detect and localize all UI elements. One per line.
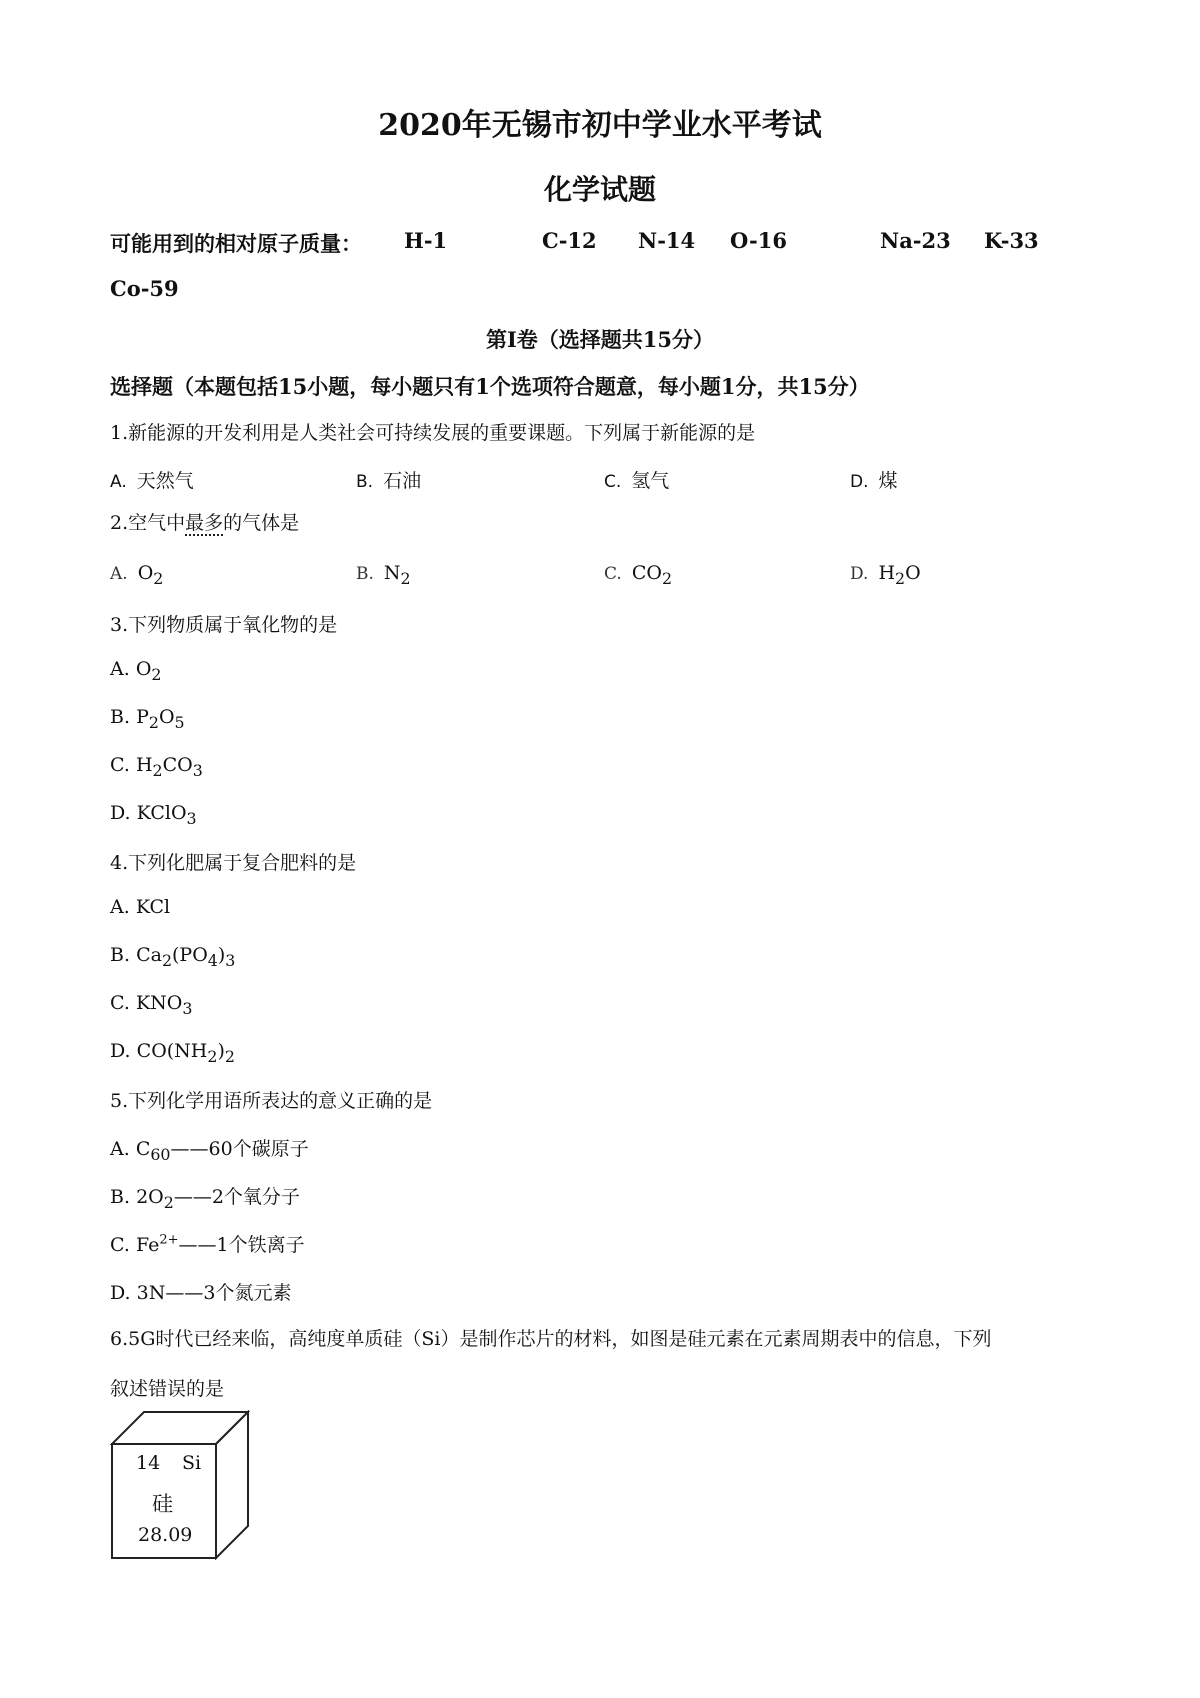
q4-option-a[interactable]: A. KCl	[110, 896, 171, 918]
question-5-stem: 5.下列化学用语所表达的意义正确的是	[110, 1090, 433, 1112]
exam-title: 2020年无锡市初中学业水平考试	[378, 108, 822, 143]
q5-option-c[interactable]: C. $Fe^{2+}——1$个铁离子	[110, 1232, 305, 1256]
atomic-mass-c: C-12	[542, 228, 597, 253]
section-title: 第Ⅰ卷（选择题共15分）	[485, 327, 715, 352]
q4-option-b[interactable]: B. $Ca_2(PO_4)_3$	[110, 944, 236, 970]
exam-subject: 化学试题	[543, 173, 656, 206]
question-6-stem-line2: 叙述错误的是	[110, 1378, 225, 1400]
q4-option-d[interactable]: D. $CO(NH_2)_2$	[110, 1040, 235, 1066]
atomic-mass-o: O-16	[730, 228, 788, 253]
atomic-mass-line	[110, 228, 1070, 258]
question-2-stem: 2.空气中最多的气体是	[110, 512, 300, 534]
element-name: 硅	[152, 1492, 173, 1516]
emphasis-dots: 最多	[185, 512, 224, 534]
q3-option-d[interactable]: D. KClO$_3$	[110, 802, 197, 828]
q2-option-b[interactable]: B. $N_2$	[356, 562, 411, 588]
atomic-mass-k: K-33	[984, 228, 1039, 253]
q1-option-a[interactable]: A. 天然气	[110, 470, 194, 492]
q5-option-b[interactable]: B. $2O_2——2$个氧分子	[110, 1186, 300, 1212]
q3-option-c[interactable]: C. $H_2CO_3$	[110, 754, 203, 780]
atomic-mass-na: Na-23	[880, 228, 951, 253]
atomic-mass-co: Co-59	[110, 276, 179, 301]
question-6-stem-line1: 6.5G时代已经来临，高纯度单质硅（Si）是制作芯片的材料，如图是硅元素在元素周期表中的信息，下列	[110, 1328, 992, 1350]
q4-option-c[interactable]: C. $KNO_3$	[110, 992, 193, 1018]
q5-option-d[interactable]: D. 3N——3个氮元素	[110, 1282, 292, 1304]
q3-option-a[interactable]: A. $O_2$	[110, 658, 162, 684]
q2-option-d[interactable]: D. $H_2O$	[850, 562, 921, 588]
silicon-element-card	[110, 1410, 250, 1560]
question-3-stem: 3.下列物质属于氧化物的是	[110, 614, 338, 636]
question-1-stem: 1.新能源的开发利用是人类社会可持续发展的重要课题。下列属于新能源的是	[110, 422, 756, 444]
section-instruction: 选择题（本题包括15小题，每小题只有1个选项符合题意，每小题1分，共15分）	[110, 374, 870, 399]
q1-option-d[interactable]: D. 煤	[850, 470, 898, 492]
question-2-options	[110, 562, 1010, 592]
element-symbol: Si	[182, 1452, 202, 1474]
q2-option-a[interactable]: A. $O_2$	[110, 562, 164, 588]
q5-option-a[interactable]: A. $C_{60}——60$个碳原子	[110, 1138, 309, 1164]
q3-option-b[interactable]: B. $P_2O_5$	[110, 706, 185, 732]
atomic-mass-h: H-1	[404, 228, 448, 253]
question-1-options	[110, 466, 1010, 496]
q2-option-c[interactable]: C. $CO_2$	[604, 562, 673, 588]
atomic-mass-label: 可能用到的相对原子质量：	[110, 231, 362, 256]
element-atomic-number: 14	[136, 1452, 161, 1474]
q1-option-c[interactable]: C. 氢气	[604, 470, 670, 492]
question-4-stem: 4.下列化肥属于复合肥料的是	[110, 852, 357, 874]
element-atomic-mass: 28.09	[138, 1524, 193, 1546]
q1-option-b[interactable]: B. 石油	[356, 470, 422, 492]
atomic-mass-n: N-14	[638, 228, 696, 253]
